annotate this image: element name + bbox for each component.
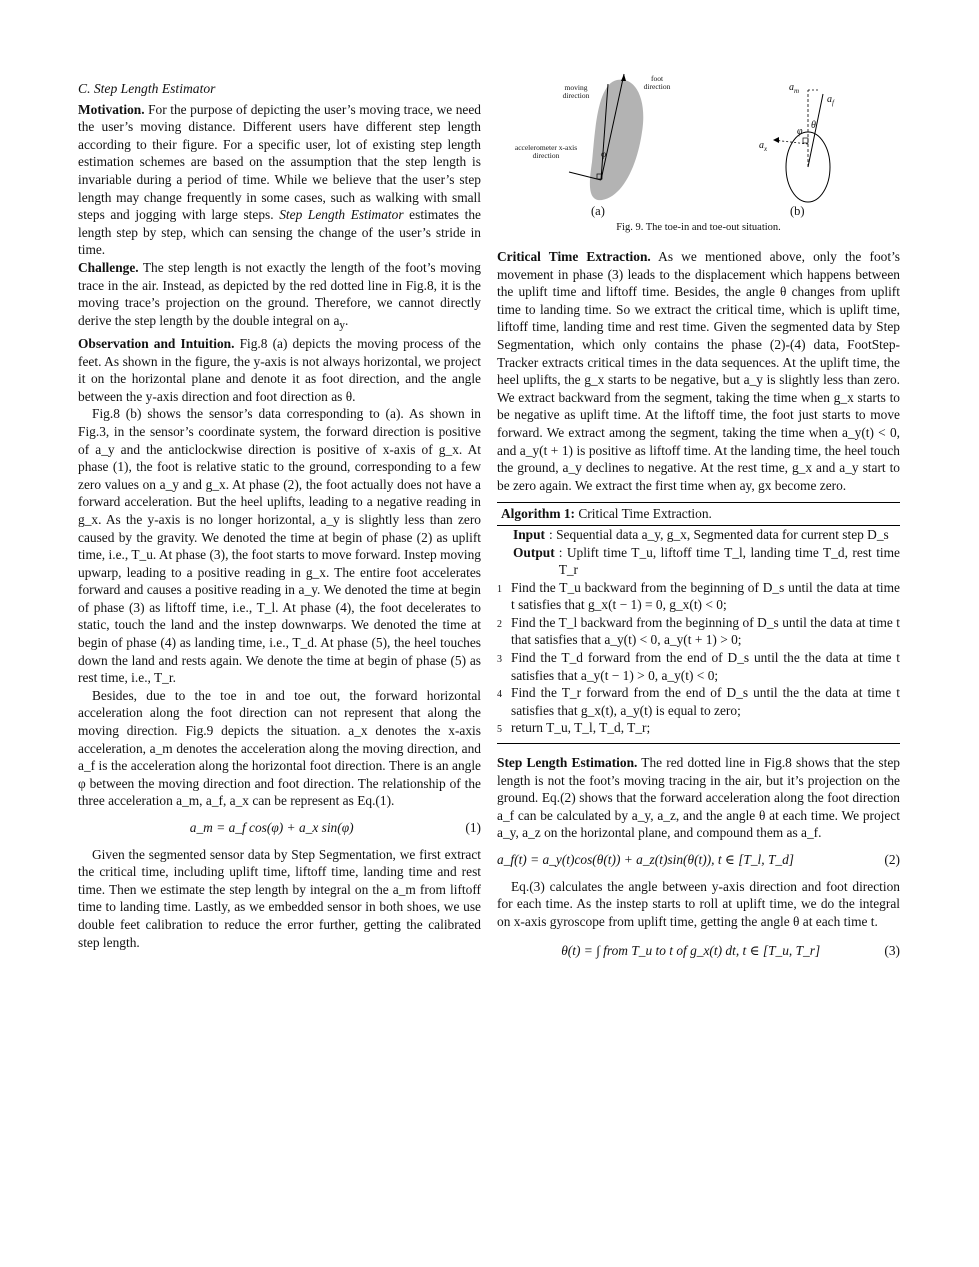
label-phi-b: φ — [797, 126, 803, 137]
equation-1-number: (1) — [465, 820, 481, 836]
label-ax: $a_x$ — [759, 140, 768, 153]
paragraph-toe-in: Besides, due to the toe in and toe out, the forward horizontal acceleration along the foot direction can not represent that along the moving direction. Fig.9 depicts the situation. a_x denotes the x-axis acceleration, a_m denotes the acceleration along the moving direction, and a_f is the acceleration along the horizontal foot direction. There is an angle φ between the moving direction and foot direction. The relationship of the three acceleration a_m, a_f, a_x can be represent as Eq.(1). — [78, 687, 481, 809]
algorithm-input: Input : Sequential data a_y, g_x, Segmented data for current step D_s — [513, 526, 889, 542]
section-title: C. Step Length Estimator — [78, 81, 216, 96]
equation-3 — [497, 942, 900, 960]
equation-3-body: θ(t) = ∫ from T_u to t of g_x(t) dt, t ∈ [T_u, T_r] — [561, 943, 821, 959]
paragraph-eq3: Eq.(3) calculates the angle between y-axis direction and foot direction for each time. As the instep starts to roll at uplift time, we do the integral on x-axis gyroscope from uplift time, getting the angle θ at each time t. — [497, 878, 900, 929]
algorithm-output: Output : Uplift time T_u, liftoff time T_l, landing time T_d, rest time T_r — [513, 544, 900, 578]
paragraph-critical-time: Critical Time Extraction. As we mentioned above, only the foot’s movement in phase (3) leads to the displacement which happens between the uplift time and liftoff time. Besides, the angle θ changes from uplift time to landing time. So we extract the critical time, which is uplift time, liftoff time, landing time and rest time. Given the segmented data by Step Segmentation, which only contains the phase (2)-(4) data, FootStep-Tracker extracts critical times in the data sequences. At the uplift time, the heel uplifts, the g_x starts to be negative, but a_y is slightly less than zero. We extract backward from the segment, taking the time when g_x starts to be negative as uplift time. At the liftoff time, the foot just starts to move forward. We extract among the segment, taking the time when a_y(t) < 0, and a_y(t + 1) is positive as liftoff time. At the landing time, the heel touch the ground, a_y declines to negative. At the rest time, g_x and a_y start to be zero again. We extract the first time when ay, gx become zero. — [497, 249, 901, 493]
equation-3-number: (3) — [884, 943, 900, 959]
label-accelerometer-axis: accelerometer x-axis direction — [514, 143, 578, 160]
figure-9 — [497, 72, 900, 242]
equation-2-body: a_f(t) = a_y(t)cos(θ(t)) + a_z(t)sin(θ(t)), t ∈ [T_l, T_d] — [497, 852, 795, 867]
label-moving-direction: moving direction — [562, 83, 590, 100]
paragraph-phases: Fig.8 (b) shows the sensor’s data corresponding to (a). As shown in Fig.3, in the sensor’s coordinate system, the forward direction is positive of a_y and the anticlockwise direction is positive of x-axis of g_x. At phase (1), the foot is relative static to the ground, corresponding to a few zero values on a_y and g_x. At phase (2), the foot actually does not have a forward acceleration. But the heel uplifts, leading to a negative reading in g_x. As the y-axis is no longer horizontal, a_y is slightly less than zero caused by the gravity. We denoted the time at begin of phase (2) as uplift time, i.e., T_u. At phase (3), the foot starts to move forward. Instep moving upwarp, leading to a positive reading in g_x. The entire foot accelerates forward and causes a positive reading in a_y. We denoted the time at begin of phase (3) as liftoff time, i.e., T_l. At phase (4), the foot decelerates to static, touch the land and the instep downwarps. We denoted the time at begin of phase (4) as landing time, i.e., T_d. At phase (5), the heel touches down the land and rests again. We denote the time at begin of phase (5) as rest time, i.e., T_r. — [78, 406, 481, 686]
algorithm-step: 4 Find the T_r forward from the end of D_s until the the data at time t satisfies that g_x(t), a_y(t) is equal to zero; — [497, 685, 900, 718]
label-foot-direction: foot direction — [643, 74, 671, 91]
subfigure-b-label: (b) — [790, 204, 805, 218]
algorithm-step: 3 Find the T_d forward from the end of D_s until the the data at time t satisfies that a_y(t − 1) > 0, a_y(t) < 0; — [497, 650, 900, 683]
equation-2 — [497, 851, 900, 869]
right-column — [497, 248, 900, 969]
algorithm-box — [497, 502, 900, 744]
figure-caption: Fig. 9. The toe-in and toe-out situation. — [616, 222, 781, 233]
algorithm-step: 5 return T_u, T_l, T_d, T_r; — [497, 720, 651, 736]
algorithm-step: 1 Find the T_u backward from the beginning of D_s until the data at time t satisfies that g_x(t − 1) = 0, g_x(t) < 0; — [497, 579, 900, 613]
paragraph-observation: Observation and Intuition. Fig.8 (a) depicts the moving process of the feet. As shown in the figure, the y-axis is not always horizontal, we project it on the horizontal plane and denote it as foot direction, and the angle between the y-axis direction and foot direction as θ. — [78, 335, 481, 404]
label-theta-b: θ — [811, 120, 816, 131]
foot-sole-shape — [590, 80, 643, 201]
paragraph-step-length: Step Length Estimation. The red dotted line in Fig.8 shows that the step length is not the foot’s moving tracing in the air, but it’s projection on the ground. Eq.(2) shows that the forward acceleration along the foot direction a_f can be calculated by a_y, a_z, and the angle θ at each time. We project a_y, a_z on the horizontal plane, and compound them as a_f. — [497, 755, 901, 841]
subfigure-a-label: (a) — [591, 204, 605, 218]
label-am: $a_m$ — [789, 82, 800, 95]
paragraph-challenge: Challenge. The step length is not exactly the length of the foot’s moving trace in the air. Instead, as depicted by the red dotted line in Fig.8, it is the moving trace’s projection on the ground. Therefore, we cannot directly derive the step length by the double integral on $a_y$. — [78, 259, 481, 332]
equation-1-body: a_m = a_f cos(φ) + a_x sin(φ) — [189, 820, 354, 836]
left-column — [78, 80, 481, 951]
label-phi-a: φ — [601, 149, 607, 159]
equation-2-number: (2) — [884, 852, 900, 867]
paragraph-segmented: Given the segmented sensor data by Step Segmentation, we first extract the critical time, including uplift time, liftoff time, landing time and rest time. Then we estimate the step length by integral on the a_m from liftoff time to landing time. Lastly, as we embedded sensor in both shoes, we use double feet calibration to reduce the error further, getting the calibrated step length. — [78, 846, 481, 950]
paragraph-motivation: Motivation. For the purpose of depicting the user’s moving trace, we need the user’s moving distance. Different users have different step length according to their figure. For a specific user, lot of existing step length estimation schemes are based on the assumption that the step length is invariable during a period of time. While we believe that the user’s step length may change frequently in some cases, such as walking with small steps and jogging with large steps. Step Length Estimator estimates the length step by step, which can sensing the change of the user’s stride in time. — [78, 101, 481, 258]
algorithm-step: 2 Find the T_l backward from the beginning of D_s until the data at time t that satisfies that a_y(t) < 0, a_y(t + 1) > 0; — [497, 614, 900, 648]
equation-1 — [78, 819, 481, 837]
algorithm-title: Algorithm 1: Critical Time Extraction. — [497, 503, 900, 526]
label-af: $a_f$ — [827, 94, 834, 107]
